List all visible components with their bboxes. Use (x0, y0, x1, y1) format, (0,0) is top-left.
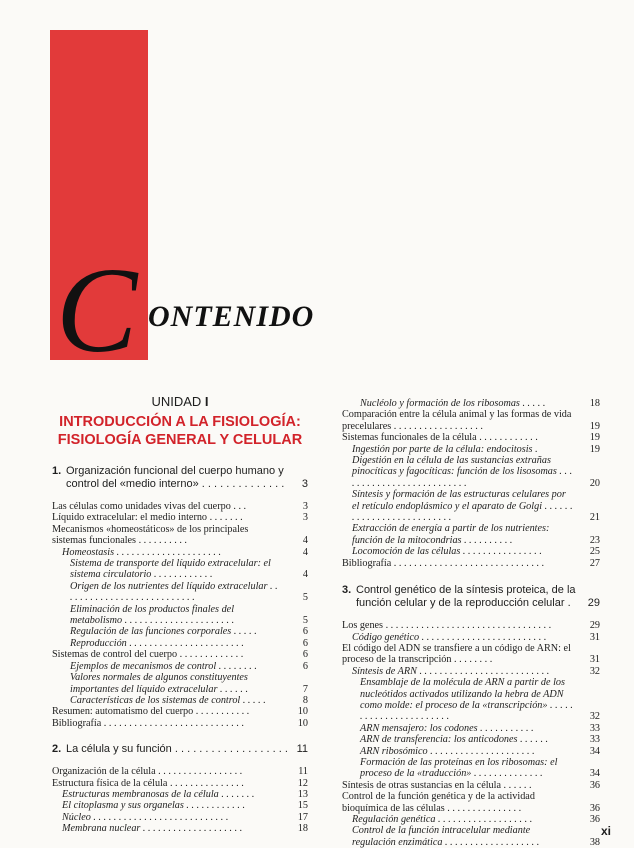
toc-entry[interactable]: Las células como unidades vivas del cuerpo . . . 3 (52, 501, 308, 512)
toc-entry[interactable]: ARN mensajero: los codones . . . . . . . . . . . 33 (360, 722, 600, 734)
toc-entry[interactable]: Sistemas funcionales de la célula . . . . . . . . . . . . 19 (342, 432, 600, 444)
toc-entry[interactable]: Control de la función genética y de la actividad bioquímica de las células . . . . . . . . . . . . . . . 36 (342, 791, 600, 814)
toc-entry[interactable]: Ejemplos de mecanismos de control . . . . . . . . 6 (70, 660, 308, 672)
toc-entry[interactable]: Origen de los nutrientes del líquido extracelular . . . . . . . . . . . . . . . . . . . . . . . . . . . 5 (70, 580, 308, 604)
toc-right-column (342, 398, 600, 848)
toc-entry[interactable]: Bibliografía . . . . . . . . . . . . . . . . . . . . . . . . . . . . 10 (52, 717, 308, 729)
unit-title: INTRODUCCIÓN A LA FISIOLOGÍA: FISIOLOGÍA GENERAL Y CELULAR (57, 414, 303, 448)
toc-entry[interactable]: Ensamblaje de la molécula de ARN a partir de los nucleótidos activados utilizando la hebra de ADN como molde: el proceso de la «transcripción» . . . . . . . . . . . . . . . . . . . . . . . 32 (360, 677, 600, 723)
toc-entry[interactable]: Código genético . . . . . . . . . . . . . . . . . . . . . . . . . 31 (352, 631, 600, 643)
toc-entry[interactable]: Nucléolo y formación de los ribosomas . . . . . 18 (360, 398, 600, 409)
toc-entry[interactable]: Los genes . . . . . . . . . . . . . . . . . . . . . . . . . . . . . . . . . 29 (342, 620, 600, 632)
toc-entry[interactable]: Síntesis y formación de las estructuras celulares por el retículo endoplásmico y el aparato de Golgi . . . . . . . . . . . . . . . . . . . . . . . . . . 21 (352, 489, 600, 524)
toc-entry[interactable]: Regulación genética . . . . . . . . . . . . . . . . . . . 36 (352, 814, 600, 825)
toc-entry[interactable]: Mecanismos «homeostáticos» de los principales sistemas funcionales . . . . . . . . . . 4 (52, 523, 308, 547)
toc-entry[interactable]: Membrana nuclear . . . . . . . . . . . . . . . . . . . . 18 (62, 823, 308, 835)
toc-entry[interactable]: ARN ribosómico . . . . . . . . . . . . . . . . . . . . . 34 (360, 745, 600, 757)
toc-entry[interactable]: Estructura física de la célula . . . . . . . . . . . . . . . 12 (52, 777, 308, 789)
chapter-1-heading[interactable]: 1. Organización funcional del cuerpo humano y control del «medio interno» . . . . . . . . . . . . . . 3 (52, 465, 308, 490)
toc-entry[interactable]: ARN de transferencia: los anticodones . . . . . . 33 (360, 734, 600, 746)
toc-left-column (52, 394, 308, 835)
toc-entry[interactable]: Líquido extracelular: el medio interno . . . . . . . 3 (52, 512, 308, 524)
toc-entry[interactable]: Comparación entre la célula animal y las formas de vida precelulares . . . . . . . . . . . . . . . . . . 19 (342, 409, 600, 432)
toc-entry[interactable]: Formación de las proteínas en los ribosomas: el proceso de la «traducción» . . . . . . . . . . . . . . 34 (360, 756, 600, 780)
toc-entry[interactable]: Homeostasis . . . . . . . . . . . . . . . . . . . . . 4 (62, 546, 308, 558)
toc-entry[interactable]: Reproducción . . . . . . . . . . . . . . . . . . . . . . . 6 (70, 637, 308, 649)
unit-heading: UNIDAD I (151, 394, 209, 409)
toc-entry[interactable]: Resumen: automatismo del cuerpo . . . . . . . . . . . 10 (52, 706, 308, 718)
toc-entry[interactable]: Bibliografía . . . . . . . . . . . . . . . . . . . . . . . . . . . . . . 27 (342, 557, 600, 569)
toc-entry[interactable]: Estructuras membranosas de la célula . . . . . . . 13 (62, 788, 308, 800)
page-number: xi (600, 824, 611, 838)
toc-entry[interactable]: Ingestión por parte de la célula: endocitosis . 19 (352, 443, 600, 455)
toc-entry[interactable]: Sistema de transporte del líquido extracelular: el sistema circulatorio . . . . . . . . . . . . 4 (70, 558, 308, 581)
toc-entry[interactable]: El citoplasma y sus organelas . . . . . . . . . . . . 15 (62, 800, 308, 812)
toc-entry[interactable]: Digestión en la célula de las sustancias extrañas pinocíticas y fagocíticas: función de los lisosomas . . . . . . . . . . . . . . . . . . . . . . . . . . 20 (352, 455, 600, 489)
toc-entry[interactable]: El código del ADN se transfiere a un código de ARN: el proceso de la transcripción . . . . . . . . 31 (342, 642, 600, 666)
toc-entry[interactable]: Organización de la célula . . . . . . . . . . . . . . . . . 11 (52, 766, 308, 778)
toc-entry[interactable]: Regulación de las funciones corporales . . . . . 6 (70, 626, 308, 638)
title-initial: C (56, 243, 138, 378)
chapter-3-heading[interactable]: 3. Control genético de la síntesis proteica, de la función celular y de la reproducción celular . 29 (342, 584, 600, 610)
toc-entry[interactable]: Valores normales de algunos constituyentes importantes del líquido extracelular . . . . . . 7 (70, 672, 308, 695)
toc-entry[interactable]: Extracción de energía a partir de los nutrientes: función de la mitocondrias . . . . . . . . . . 23 (352, 523, 600, 546)
chapter-2-heading[interactable]: 2. La célula y su función . . . . . . . . . . . . . . . . . . . 11 (52, 743, 308, 756)
toc-entry[interactable]: Sistemas de control del cuerpo . . . . . . . . . . . . . 6 (52, 649, 308, 661)
toc-entry[interactable]: Locomoción de las células . . . . . . . . . . . . . . . . 25 (352, 546, 600, 558)
toc-entry[interactable]: Síntesis de ARN . . . . . . . . . . . . . . . . . . . . . . . . . . 32 (352, 665, 600, 677)
page-title: ONTENIDO (148, 300, 315, 333)
toc-entry[interactable]: Características de los sistemas de control . . . . . 8 (70, 694, 308, 706)
toc-entry[interactable]: Control de la función intracelular mediante regulación enzimática . . . . . . . . . . . . . . . . . . . 38 (352, 825, 600, 848)
toc-entry[interactable]: Núcleo . . . . . . . . . . . . . . . . . . . . . . . . . . . 17 (62, 811, 308, 823)
toc-entry[interactable]: Eliminación de los productos finales del metabolismo . . . . . . . . . . . . . . . . . . . . . . 5 (70, 603, 308, 627)
toc-entry[interactable]: Síntesis de otras sustancias en la célula . . . . . . 36 (342, 779, 600, 791)
